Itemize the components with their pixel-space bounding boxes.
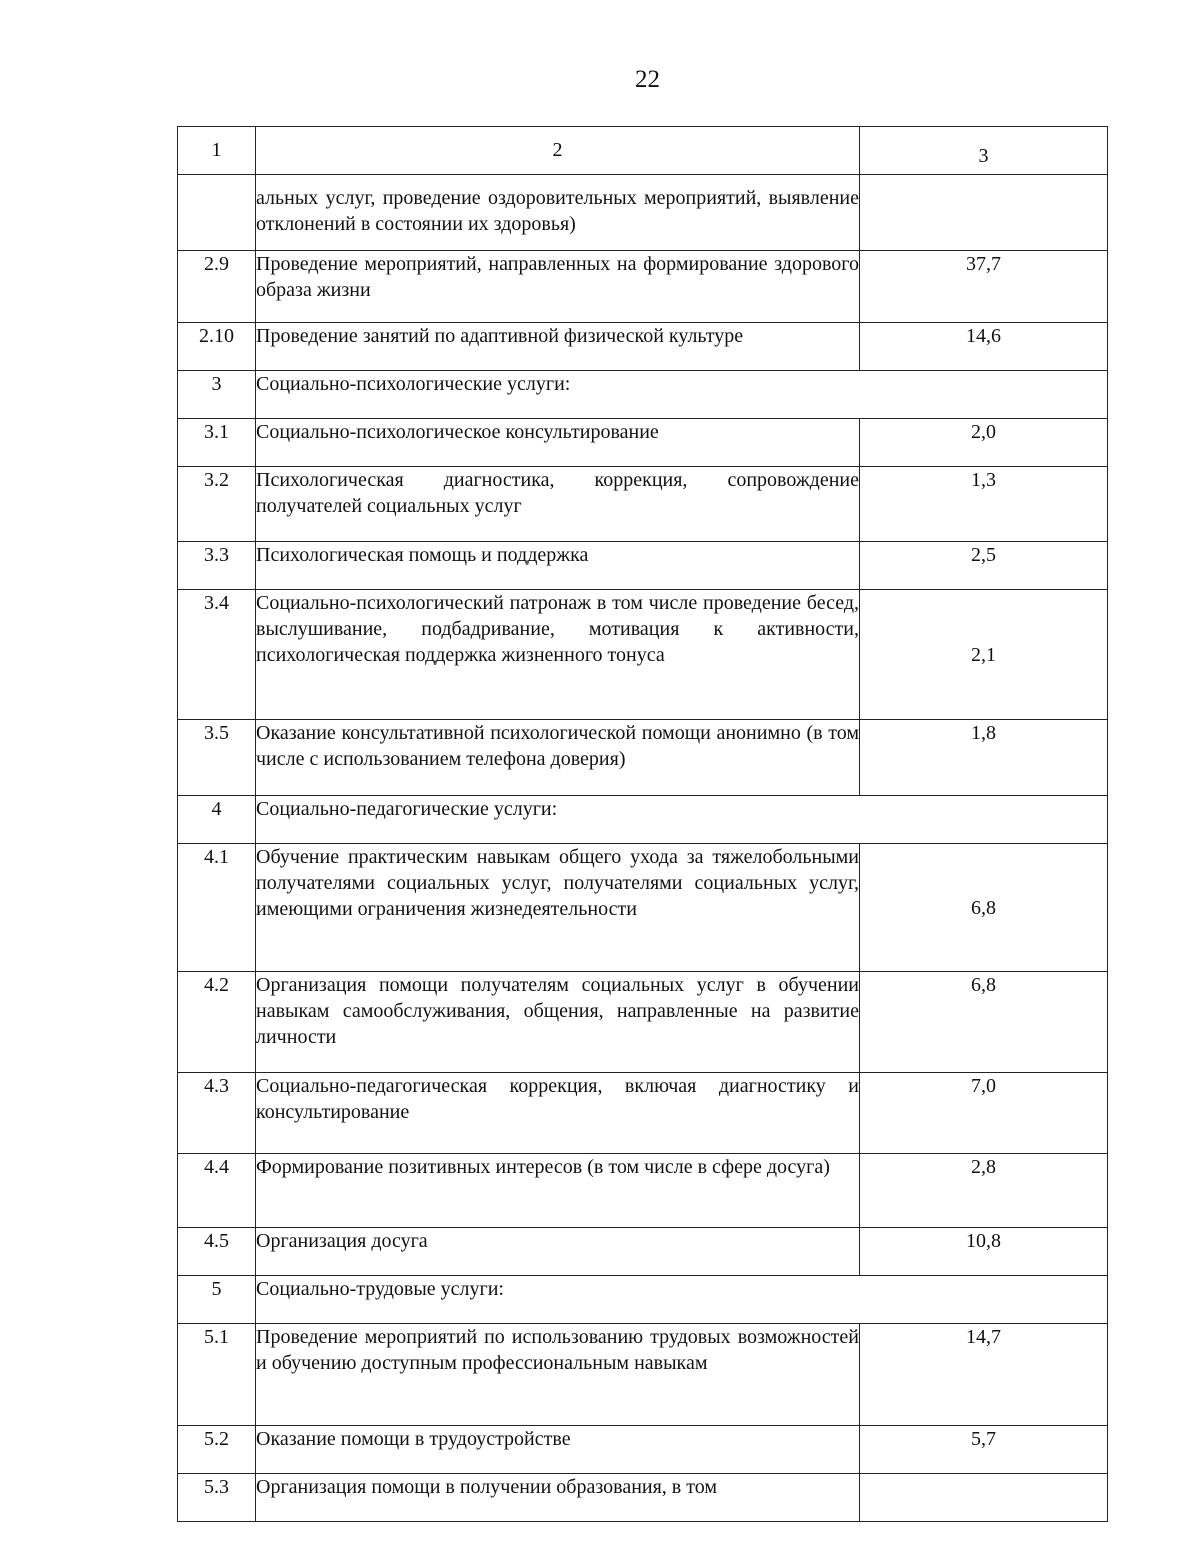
table-row	[178, 1228, 1108, 1276]
row-text: Социально-психологическое консультирование	[256, 419, 860, 467]
row-value: 6,8	[860, 972, 1108, 1073]
row-text: Психологическая помощь и поддержка	[256, 542, 860, 590]
row-value: 2,0	[860, 419, 1108, 467]
row-value	[860, 1474, 1108, 1522]
table-row	[178, 720, 1108, 796]
table-row	[178, 419, 1108, 467]
row-text: Формирование позитивных интересов (в том числе в сфере досуга)	[256, 1154, 860, 1228]
row-number: 3.3	[178, 542, 256, 590]
row-text: Оказание консультативной психологической помощи анонимно (в том числе с использованием телефона доверия)	[256, 720, 860, 796]
row-text: Организация помощи в получении образования, в том	[256, 1474, 860, 1522]
table-row	[178, 972, 1108, 1073]
row-text: Проведение мероприятий по использованию трудовых возможностей и обучению доступным профессиональным навыкам	[256, 1324, 860, 1426]
row-number: 3.2	[178, 467, 256, 542]
row-value: 10,8	[860, 1228, 1108, 1276]
row-number: 2.10	[178, 323, 256, 371]
row-value	[860, 175, 1108, 251]
row-value: 7,0	[860, 1073, 1108, 1154]
row-text: Обучение практическим навыкам общего ухода за тяжелобольными получателями социальных услуг, получателями социальных услуг, имеющими ограничения жизнедеятельности	[256, 844, 860, 972]
table-row	[178, 844, 1108, 972]
table-row	[178, 1324, 1108, 1426]
row-value: 1,8	[860, 720, 1108, 796]
table-row	[178, 175, 1108, 251]
header-col-2: 2	[256, 127, 860, 175]
table-row	[178, 1154, 1108, 1228]
row-text: Организация досуга	[256, 1228, 860, 1276]
row-number: 5.1	[178, 1324, 256, 1426]
table-row	[178, 251, 1108, 323]
row-number: 2.9	[178, 251, 256, 323]
table-row	[178, 1426, 1108, 1474]
section-title: Социально-педагогические услуги:	[256, 796, 1108, 844]
table-header-row	[178, 127, 1108, 175]
section-number: 4	[178, 796, 256, 844]
row-text: Оказание помощи в трудоустройстве	[256, 1426, 860, 1474]
row-value: 5,7	[860, 1426, 1108, 1474]
section-number: 3	[178, 371, 256, 419]
row-number: 4.3	[178, 1073, 256, 1154]
row-value: 1,3	[860, 467, 1108, 542]
row-number: 4.5	[178, 1228, 256, 1276]
services-table	[177, 126, 1108, 1522]
row-number: 4.1	[178, 844, 256, 972]
table-row	[178, 1474, 1108, 1522]
table-row	[178, 323, 1108, 371]
row-text: Организация помощи получателям социальных услуг в обучении навыкам самообслуживания, общения, направленные на развитие личности	[256, 972, 860, 1073]
header-col-1: 1	[178, 127, 256, 175]
section-row	[178, 371, 1108, 419]
row-number: 4.4	[178, 1154, 256, 1228]
row-number: 5.2	[178, 1426, 256, 1474]
row-text: альных услуг, проведение оздоровительных мероприятий, выявление отклонений в состоянии их здоровья)	[256, 175, 860, 251]
row-text: Проведение мероприятий, направленных на формирование здорового образа жизни	[256, 251, 860, 323]
row-value: 14,7	[860, 1324, 1108, 1426]
row-number: 3.4	[178, 590, 256, 720]
row-text: Психологическая диагностика, коррекция, сопровождение получателей социальных услуг	[256, 467, 860, 542]
row-number: 3.1	[178, 419, 256, 467]
row-number: 3.5	[178, 720, 256, 796]
row-value: 2,5	[860, 542, 1108, 590]
section-title: Социально-трудовые услуги:	[256, 1276, 1108, 1324]
row-value: 37,7	[860, 251, 1108, 323]
row-text: Проведение занятий по адаптивной физической культуре	[256, 323, 860, 371]
table-row	[178, 542, 1108, 590]
row-value: 14,6	[860, 323, 1108, 371]
row-text: Социально-психологический патронаж в том числе проведение бесед, выслушивание, подбадривание, мотивация к активности, психологическая поддержка жизненного тонуса	[256, 590, 860, 720]
section-title: Социально-психологические услуги:	[256, 371, 1108, 419]
row-number: 4.2	[178, 972, 256, 1073]
section-row	[178, 1276, 1108, 1324]
table-row	[178, 467, 1108, 542]
section-row	[178, 796, 1108, 844]
row-text: Социально-педагогическая коррекция, включая диагностику и консультирование	[256, 1073, 860, 1154]
row-number: 5.3	[178, 1474, 256, 1522]
section-number: 5	[178, 1276, 256, 1324]
table-row	[178, 1073, 1108, 1154]
row-number	[178, 175, 256, 251]
row-value: 6,8	[860, 844, 1108, 972]
table-row	[178, 590, 1108, 720]
row-value: 2,1	[860, 590, 1108, 720]
header-col-3: 3	[860, 127, 1108, 175]
row-value: 2,8	[860, 1154, 1108, 1228]
page-number: 22	[635, 66, 660, 93]
